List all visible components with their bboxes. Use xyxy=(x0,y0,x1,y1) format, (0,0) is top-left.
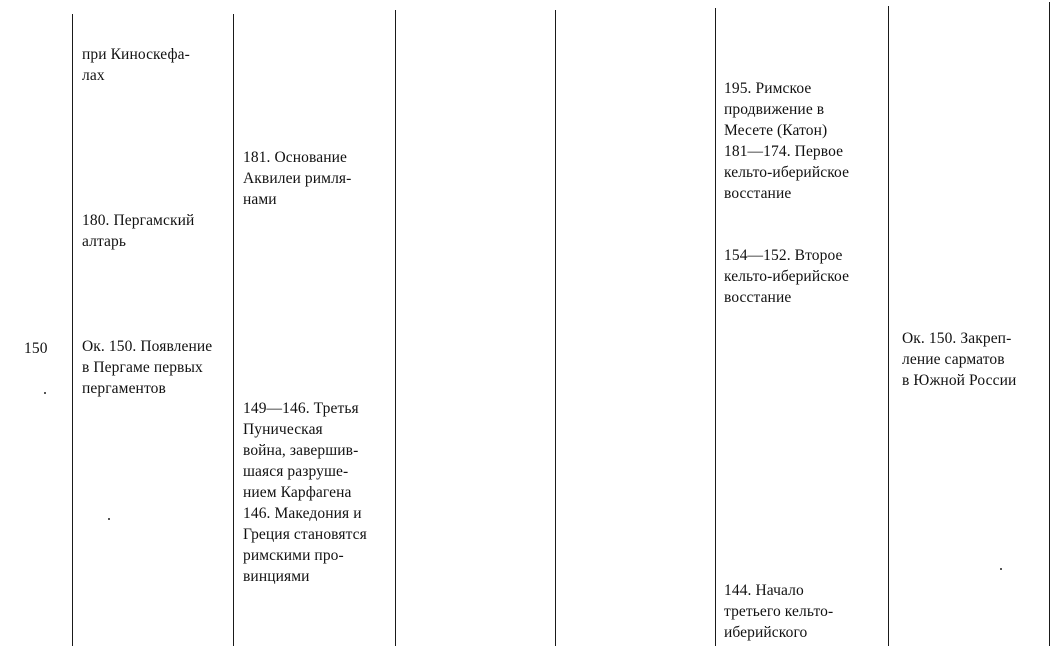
pergamon-entry: 180. Пергамский алтарь xyxy=(82,212,195,250)
column-divider xyxy=(1049,2,1050,646)
pergamon-entry: Ок. 150. Появление в Пергаме первых пергаментов xyxy=(82,338,213,397)
pergamon-entry: при Киноскефа- лах xyxy=(82,46,190,84)
column-divider xyxy=(888,6,889,646)
column-divider xyxy=(395,10,396,646)
column-divider xyxy=(72,14,73,646)
iberia-entry: 144. Начало третьего кельто- иберийского xyxy=(724,582,834,641)
iberia-entry: 195. Римское продвижение в Месете (Катон) 181—174. Первое кельто-иберийское восстание xyxy=(724,80,850,202)
column-divider xyxy=(715,8,716,646)
rome-entry: 181. Основание Аквилеи римля- нами xyxy=(243,149,352,208)
scan-speck xyxy=(44,392,46,394)
column-divider xyxy=(555,10,556,646)
rome-entry: 149—146. Третья Пуническая война, завершив- шаяся разруше- нием Карфагена 146. Македония и Греция становятся римскими про- винциями xyxy=(243,400,367,585)
scan-speck xyxy=(1000,568,1002,570)
iberia-entry: 154—152. Второе кельто-иберийское восстание xyxy=(724,247,850,306)
column-divider xyxy=(233,14,234,646)
scan-speck xyxy=(108,518,110,520)
steppe-entry: Ок. 150. Закреп- ление сарматов в Южной России xyxy=(902,330,1017,389)
year-marker: 150 xyxy=(24,340,48,357)
